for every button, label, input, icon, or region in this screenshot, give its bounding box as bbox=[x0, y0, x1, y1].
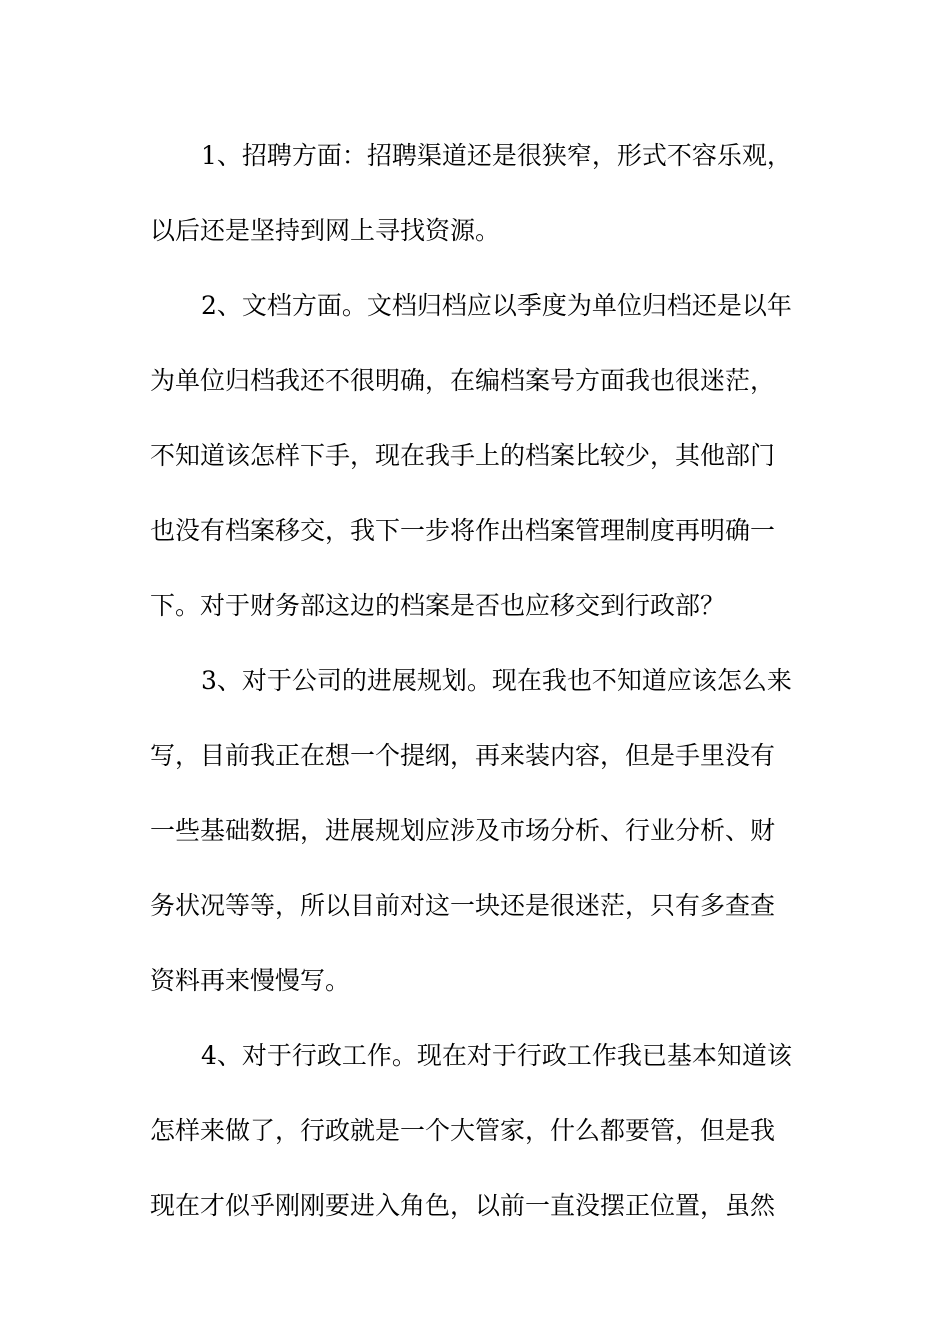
paragraph-4-line-1: 4、对于行政工作。现在对于行政工作我已基本知道该 bbox=[201, 1041, 792, 1070]
paragraph-2-line-2: 为单位归档我还不很明确，在编档案号方面我也很迷茫， bbox=[150, 366, 776, 395]
paragraph-2-line-5: 下。对于财务部这边的档案是否也应移交到行政部？ bbox=[150, 591, 726, 620]
paragraph-3-line-3: 一些基础数据，进展规划应涉及市场分析、行业分析、财 bbox=[150, 816, 776, 845]
paragraph-4-line-3: 现在才似乎刚刚要进入角色，以前一直没摆正位置，虽然 bbox=[150, 1191, 776, 1220]
paragraph-3-line-2: 写，目前我正在想一个提纲，再来装内容，但是手里没有 bbox=[150, 741, 776, 770]
paragraph-4-line-2: 怎样来做了，行政就是一个大管家，什么都要管，但是我 bbox=[150, 1116, 776, 1145]
paragraph-3-line-1: 3、对于公司的进展规划。现在我也不知道应该怎么来 bbox=[201, 666, 792, 695]
paragraph-3-line-5: 资料再来慢慢写。 bbox=[150, 966, 351, 995]
paragraph-1-line-1: 1、招聘方面：招聘渠道还是很狭窄，形式不容乐观， bbox=[201, 141, 792, 170]
paragraph-2-line-4: 也没有档案移交，我下一步将作出档案管理制度再明确一 bbox=[150, 516, 776, 545]
document-page bbox=[150, 118, 802, 1243]
paragraph-2-line-1: 2、文档方面。文档归档应以季度为单位归档还是以年 bbox=[201, 291, 792, 320]
paragraph-2-line-3: 不知道该怎样下手，现在我手上的档案比较少，其他部门 bbox=[150, 441, 776, 470]
paragraph-3-line-4: 务状况等等，所以目前对这一块还是很迷茫，只有多查查 bbox=[150, 891, 776, 920]
paragraph-1-line-2: 以后还是坚持到网上寻找资源。 bbox=[150, 216, 501, 245]
